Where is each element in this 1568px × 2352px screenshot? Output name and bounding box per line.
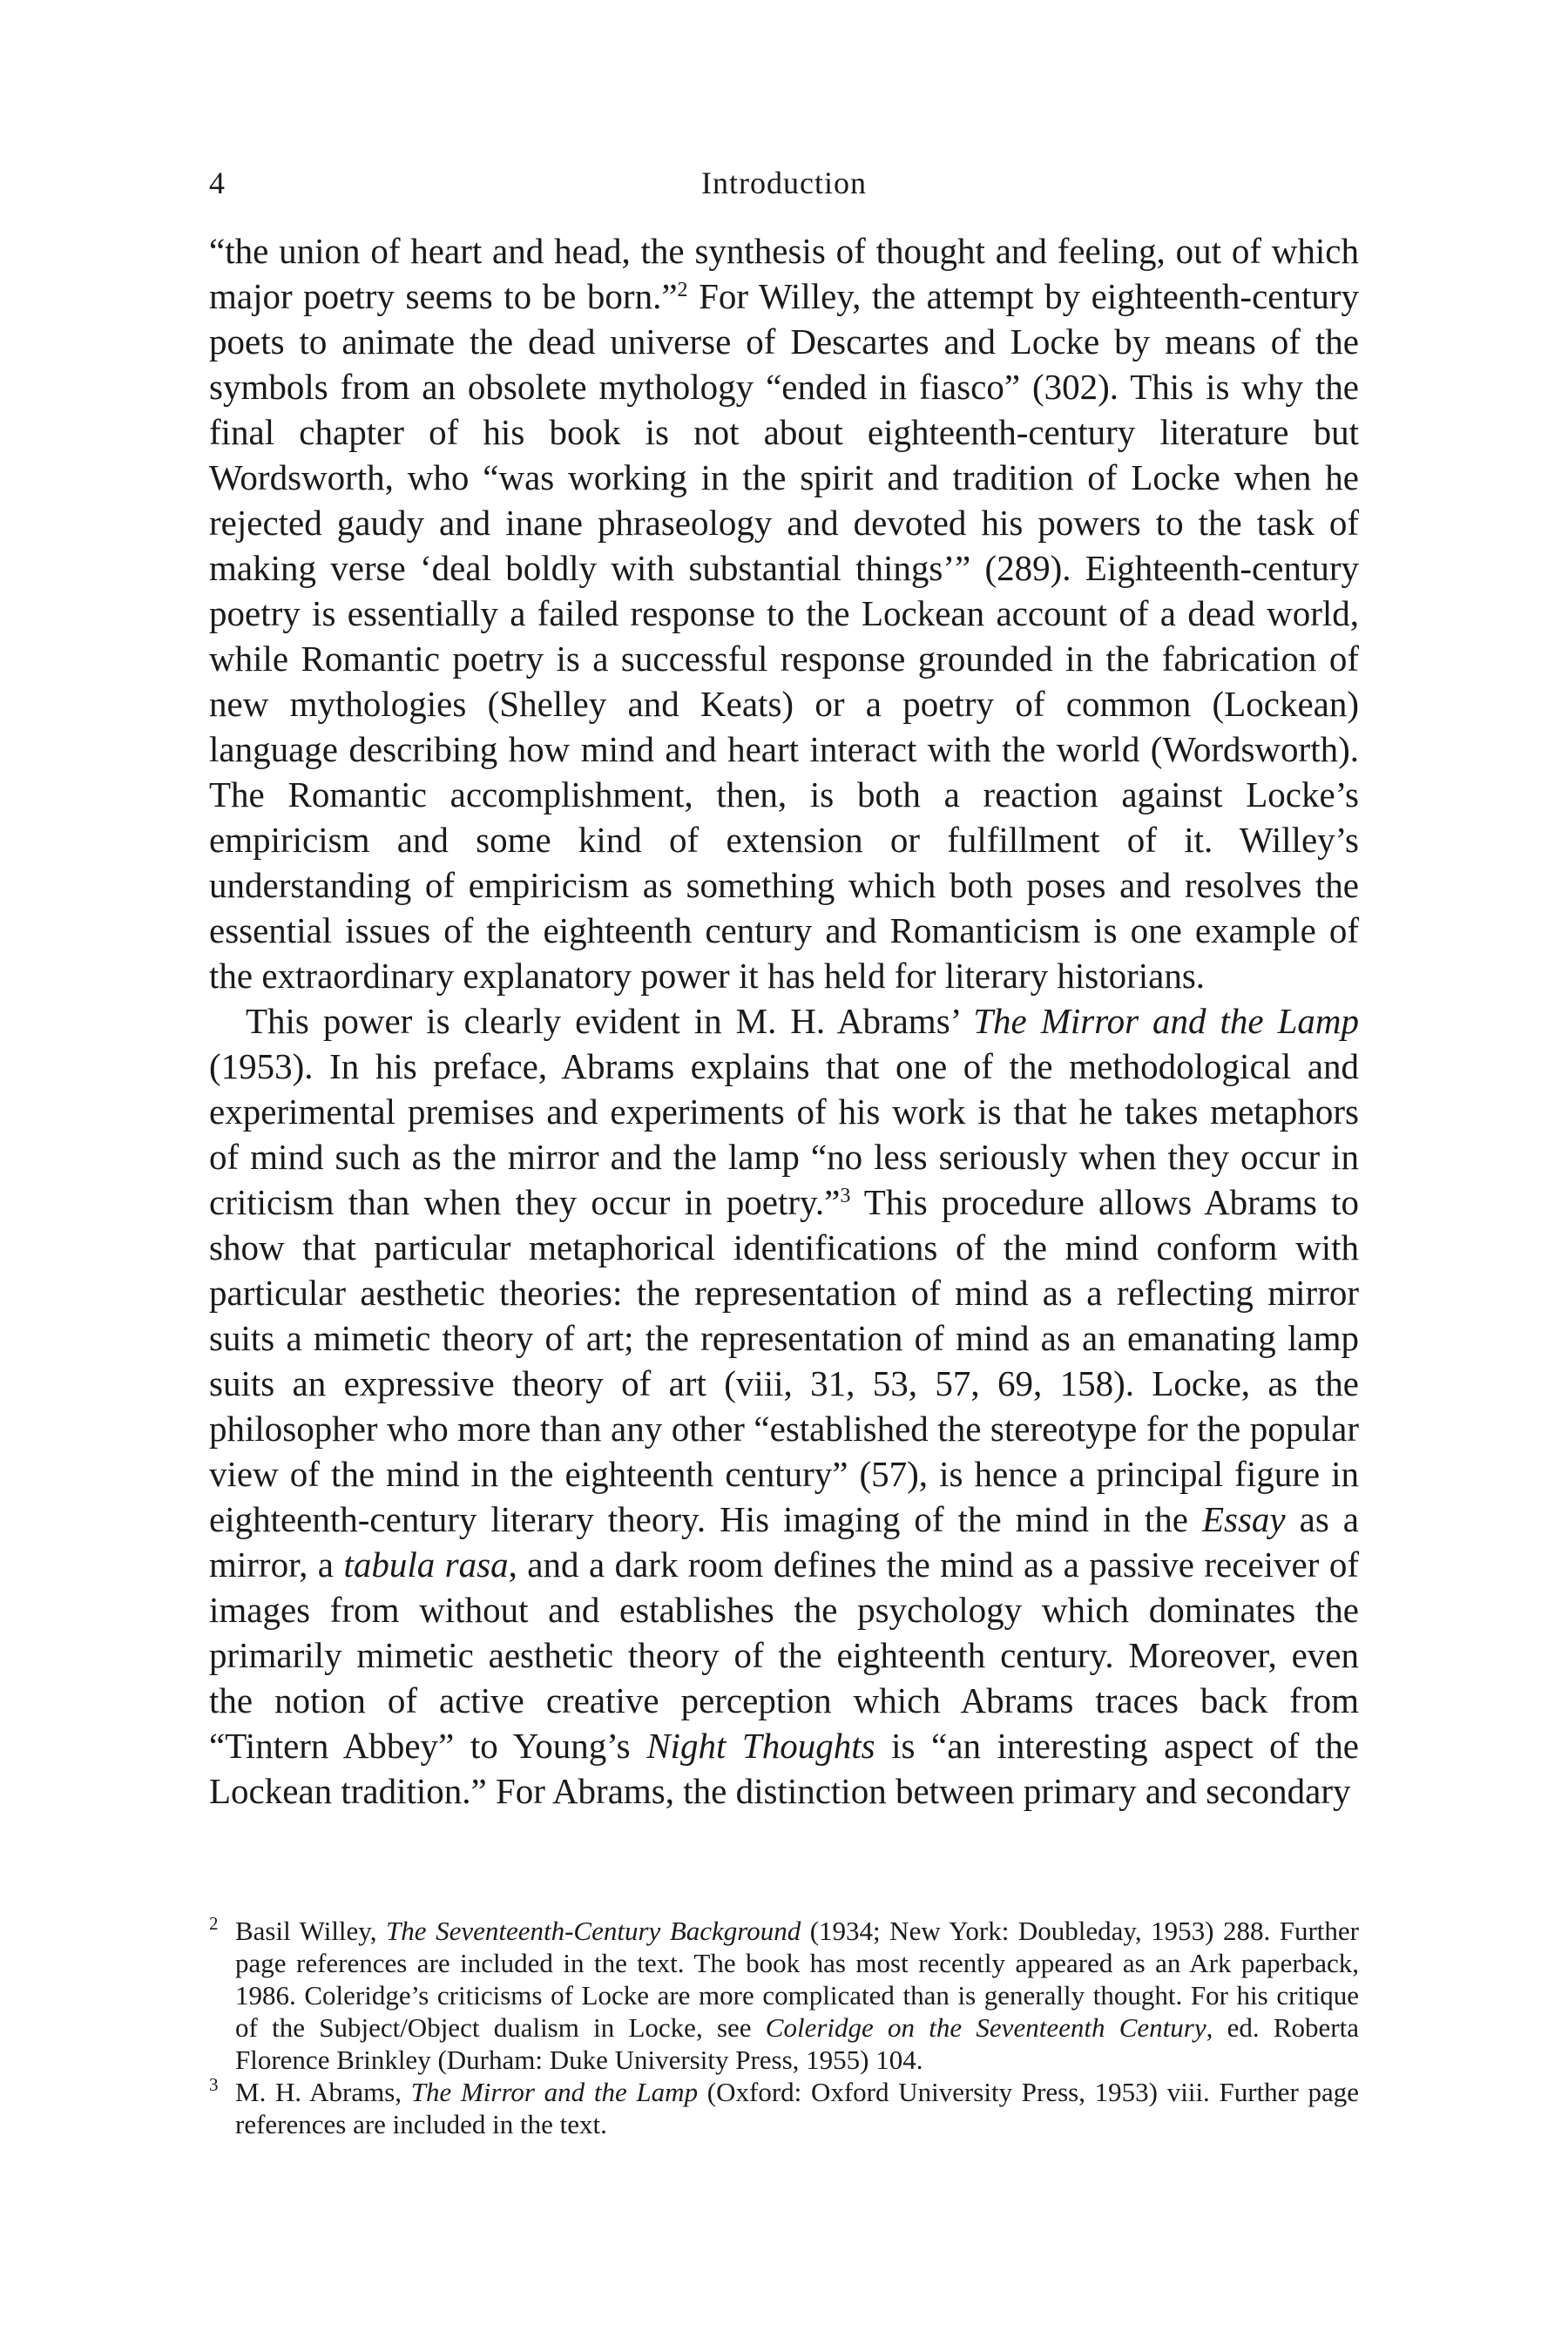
footnote-text: (Oxford: Oxford University Press, 1953) viii. Further page references are included in the text.: [235, 2077, 1359, 2139]
footnotes: [209, 1915, 1359, 2140]
paragraph-2-text-cont: (1953). In his preface, Abrams explains that one of the methodological and experimental premises and experiments of his work is that he takes metaphors of mind such as the mirror and the lamp “no less seriously when they occur in criticism than when they occur in poetry.”: [209, 1046, 1359, 1222]
paragraph-1: [209, 228, 1359, 998]
footnote-3: [209, 2076, 1359, 2140]
paragraph-2-text-cont-4: , and a dark room defines the mind as a passive receiver of images from without and establishes the psychology which dominates the primarily mimetic aesthetic theory of the eighteenth century. Moreover, even the notion of active creative perception which Abrams traces back from “Tintern Abbey” to Young’s: [209, 1544, 1359, 1766]
paragraph-2-text-cont-5: is “an interesting aspect of the Lockean tradition.” For Abrams, the distinction between primary and secondary: [209, 1726, 1359, 1811]
footnote-mark: 3: [209, 2074, 219, 2095]
running-head: Introduction: [701, 166, 867, 200]
footnote-text: (1934; New York: Doubleday, 1953) 288. Further page references are included in the text. The book has most recently appeared as an Ark paperback, 1986. Coleridge’s criticisms of Locke are more complicated than is generally thought. For his critique of the Subject/Object dualism in Locke, see: [235, 1916, 1359, 2043]
body-text: [209, 228, 1359, 1814]
title-night-thoughts: Night Thoughts: [646, 1726, 875, 1766]
paragraph-2-text-cont-3: as a mirror, a: [209, 1499, 1359, 1585]
paragraph-2-text-cont-2: This procedure allows Abrams to show that particular metaphorical identifications of the mind conform with particular aesthetic theories: the representation of mind as a reflecting mirror suits a mimetic theory of art; the representation of mind as an emanating lamp suits an expressive theory of art (viii, 31, 53, 57, 69, 158). Locke, as the philosopher who more than any other “established the stereotype for the popular view of the mind in the eighteenth century” (57), is hence a principal figure in eighteenth-century literary theory. His imaging of the mind in the: [209, 1182, 1360, 1539]
footnote-text: , ed. Roberta Florence Brinkley (Durham: Duke University Press, 1955) 104.: [235, 2012, 1359, 2075]
footnote-ref-3[interactable]: 3: [840, 1185, 851, 1207]
paragraph-2-text: This power is clearly evident in M. H. Abrams’: [246, 1001, 974, 1041]
footnote-title: Coleridge on the Seventeenth Century: [765, 2012, 1206, 2043]
footnote-text: M. H. Abrams,: [235, 2077, 411, 2107]
title-essay: Essay: [1201, 1499, 1286, 1539]
paragraph-1-text-cont: For Willey, the attempt by eighteenth-century poets to animate the dead universe of Descartes and Locke by means of the symbols from an obsolete mythology “ended in fiasco” (302). This is why the final chapter of his book is not about eighteenth-century literature but Wordsworth, who “was working in the spirit and tradition of Locke when he rejected gaudy and inane phraseology and devoted his powers to the task of making verse ‘deal boldly with substantial things’” (289). Eighteenth-century poetry is essentially a failed response to the Lockean account of a dead world, while Romantic poetry is a successful response grounded in the fabrication of new mythologies (Shelley and Keats) or a poetry of common (Lockean) language describing how mind and heart interact with the world (Wordsworth). The Romantic accomplishment, then, is both a reaction against Locke’s empiricism and some kind of extension or fulfillment of it. Willey’s understanding of empiricism as something which both poses and resolves the essential issues of the eighteenth century and Romanticism is one example of the extraordinary explanatory power it has held for literary historians.: [209, 276, 1360, 996]
footnote-text: Basil Willey,: [235, 1916, 387, 1946]
footnote-title: The Seventeenth-Century Background: [386, 1916, 801, 1946]
paragraph-2: [209, 998, 1359, 1814]
book-title-mirror-and-lamp: The Mirror and the Lamp: [973, 1001, 1359, 1041]
paragraph-1-text: “the union of heart and head, the synthesis of thought and feeling, out of which major poetry seems to be born.”: [209, 231, 1359, 316]
footnote-2: [209, 1915, 1359, 2076]
term-tabula-rasa: tabula rasa: [343, 1544, 509, 1585]
page-number: 4: [209, 166, 225, 200]
page-header: [209, 157, 1359, 209]
footnote-mark: 2: [209, 1913, 219, 1934]
footnote-title: The Mirror and the Lamp: [410, 2077, 699, 2107]
footnote-ref-2[interactable]: 2: [677, 279, 688, 301]
